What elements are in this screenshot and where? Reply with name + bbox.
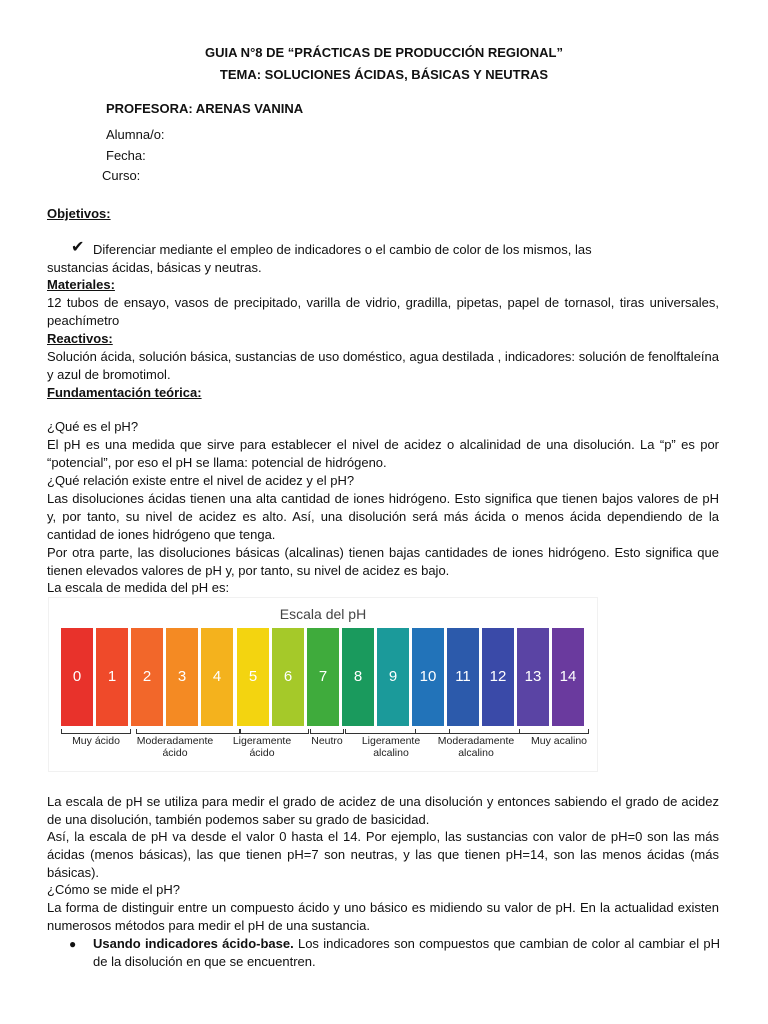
bullet-indicators [93, 935, 720, 971]
question-how-measure: ¿Cómo se mide el pH? [47, 882, 180, 897]
date-label: Fecha: [106, 148, 146, 163]
ph-scale-figure [48, 597, 598, 772]
ph-cell-8: 8 [342, 628, 374, 726]
ph-cell-3: 3 [166, 628, 198, 726]
ph-cell-11: 11 [447, 628, 479, 726]
ph-cell-1: 1 [96, 628, 128, 726]
course-label: Curso: [102, 168, 141, 183]
materials-heading: Materiales: [47, 277, 115, 292]
bullet-indicators-text: Los indicadores son compuestos que cambian de color al cambiar el pH de la disolución en que se encuentren. [93, 936, 720, 969]
category-moderately-alkaline: Moderadamente alcalino [437, 735, 515, 759]
ph-cell-0: 0 [61, 628, 93, 726]
teacher-line: PROFESORA: ARENAS VANINA [106, 101, 304, 116]
paragraph-acidic-solutions: Las disoluciones ácidas tienen una alta cantidad de iones hidrógeno. Esto significa que tienen bajos valores de pH y, por tanto, su nivel de acidez es alto. Así, una disolución será más ácida o menos ácida dependiendo de la cantidad de iones hidrógeno que tenga. [47, 491, 719, 542]
ph-cell-14: 14 [552, 628, 584, 726]
ph-cell-12: 12 [482, 628, 514, 726]
category-neutral: Neutro [311, 735, 343, 747]
bracket-neutral [310, 729, 344, 734]
bullet-dot-icon: ● [69, 937, 77, 951]
ph-cell-9: 9 [377, 628, 409, 726]
reagents-heading: Reactivos: [47, 331, 113, 346]
category-moderately-acidic: Moderadamente ácido [136, 735, 214, 759]
bracket-moderately-acidic [136, 729, 241, 734]
ph-scale-title: Escala del pH [279, 606, 367, 622]
paragraph-scale-usage: La escala de pH se utiliza para medir el grado de acidez de una disolución y entonces sabiendo el grado de acidez de una disolución, también podemos saber su grado de basicidad. [47, 794, 719, 827]
ph-scale-cells [61, 628, 589, 726]
materials-text: 12 tubos de ensayo, vasos de precipitado, varilla de vidrio, gradilla, pipetas, papel de tornasol, tiras universales, peachímetro [47, 295, 719, 328]
paragraph-measure-methods: La forma de distinguir entre un compuesto ácido y uno básico es midiendo su valor de pH. En la actualidad existen numerosos métodos para medir el pH de una sustancia. [47, 900, 719, 933]
question-acidity-relation: ¿Qué relación existe entre el nivel de acidez y el pH? [47, 473, 355, 488]
ph-cell-10: 10 [412, 628, 444, 726]
ph-cell-2: 2 [131, 628, 163, 726]
ph-cell-4: 4 [201, 628, 233, 726]
objective-line-2: sustancias ácidas, básicas y neutras. [47, 260, 262, 275]
guide-title: GUIA N°8 DE “PRÁCTICAS DE PRODUCCIÓN REGIONAL” [205, 45, 563, 60]
paragraph-basic-solutions: Por otra parte, las disoluciones básicas (alcalinas) tienen bajas cantidades de iones hidrógeno. Esto significa que tienen elevados valores de pH y, por tanto, su nivel de acidez es bajo. [47, 545, 719, 578]
category-slightly-acidic: Ligeramente ácido [232, 735, 292, 759]
category-very-alkaline: Muy acalino [530, 735, 588, 747]
student-label: Alumna/o: [106, 127, 165, 142]
ph-cell-13: 13 [517, 628, 549, 726]
category-slightly-alkaline: Ligeramente alcalino [361, 735, 421, 759]
bracket-moderately-alkaline [415, 729, 520, 734]
scale-intro: La escala de medida del pH es: [47, 580, 230, 595]
objective-line-1: Diferenciar mediante el empleo de indicadores o el cambio de color de los mismos, las [93, 242, 592, 257]
bracket-slightly-acidic [239, 729, 309, 734]
category-very-acidic: Muy ácido [72, 735, 120, 747]
ph-cell-6: 6 [272, 628, 304, 726]
objectives-heading: Objetivos: [47, 206, 111, 221]
bracket-very-alkaline [519, 729, 589, 734]
topic-title: TEMA: SOLUCIONES ÁCIDAS, BÁSICAS Y NEUTRAS [219, 67, 549, 82]
paragraph-scale-range: Así, la escala de pH va desde el valor 0 hasta el 14. Por ejemplo, las sustancias con valor de pH=0 son las más ácidas (menos básicas), las que tienen pH=7 son neutras, y las que tienen pH=14, son las menos ácidas (más básicas). [47, 829, 719, 880]
ph-cell-5: 5 [237, 628, 269, 726]
checkmark-icon: ✔ [71, 239, 85, 256]
bracket-very-acidic [61, 729, 131, 734]
paragraph-ph-definition: El pH es una medida que sirve para establecer el nivel de acidez o alcalinidad de una disolución. La “p” es por “potencial”, por eso el pH se llama: potencial de hidrógeno. [47, 437, 719, 470]
theory-heading: Fundamentación teórica: [47, 385, 202, 400]
bullet-indicators-bold: Usando indicadores ácido-base. [93, 936, 294, 951]
question-what-is-ph: ¿Qué es el pH? [47, 419, 139, 434]
reagents-text: Solución ácida, solución básica, sustancias de uso doméstico, agua destilada , indicadores: solución de fenolftaleína y azul de bromotimol. [47, 349, 719, 382]
ph-cell-7: 7 [307, 628, 339, 726]
